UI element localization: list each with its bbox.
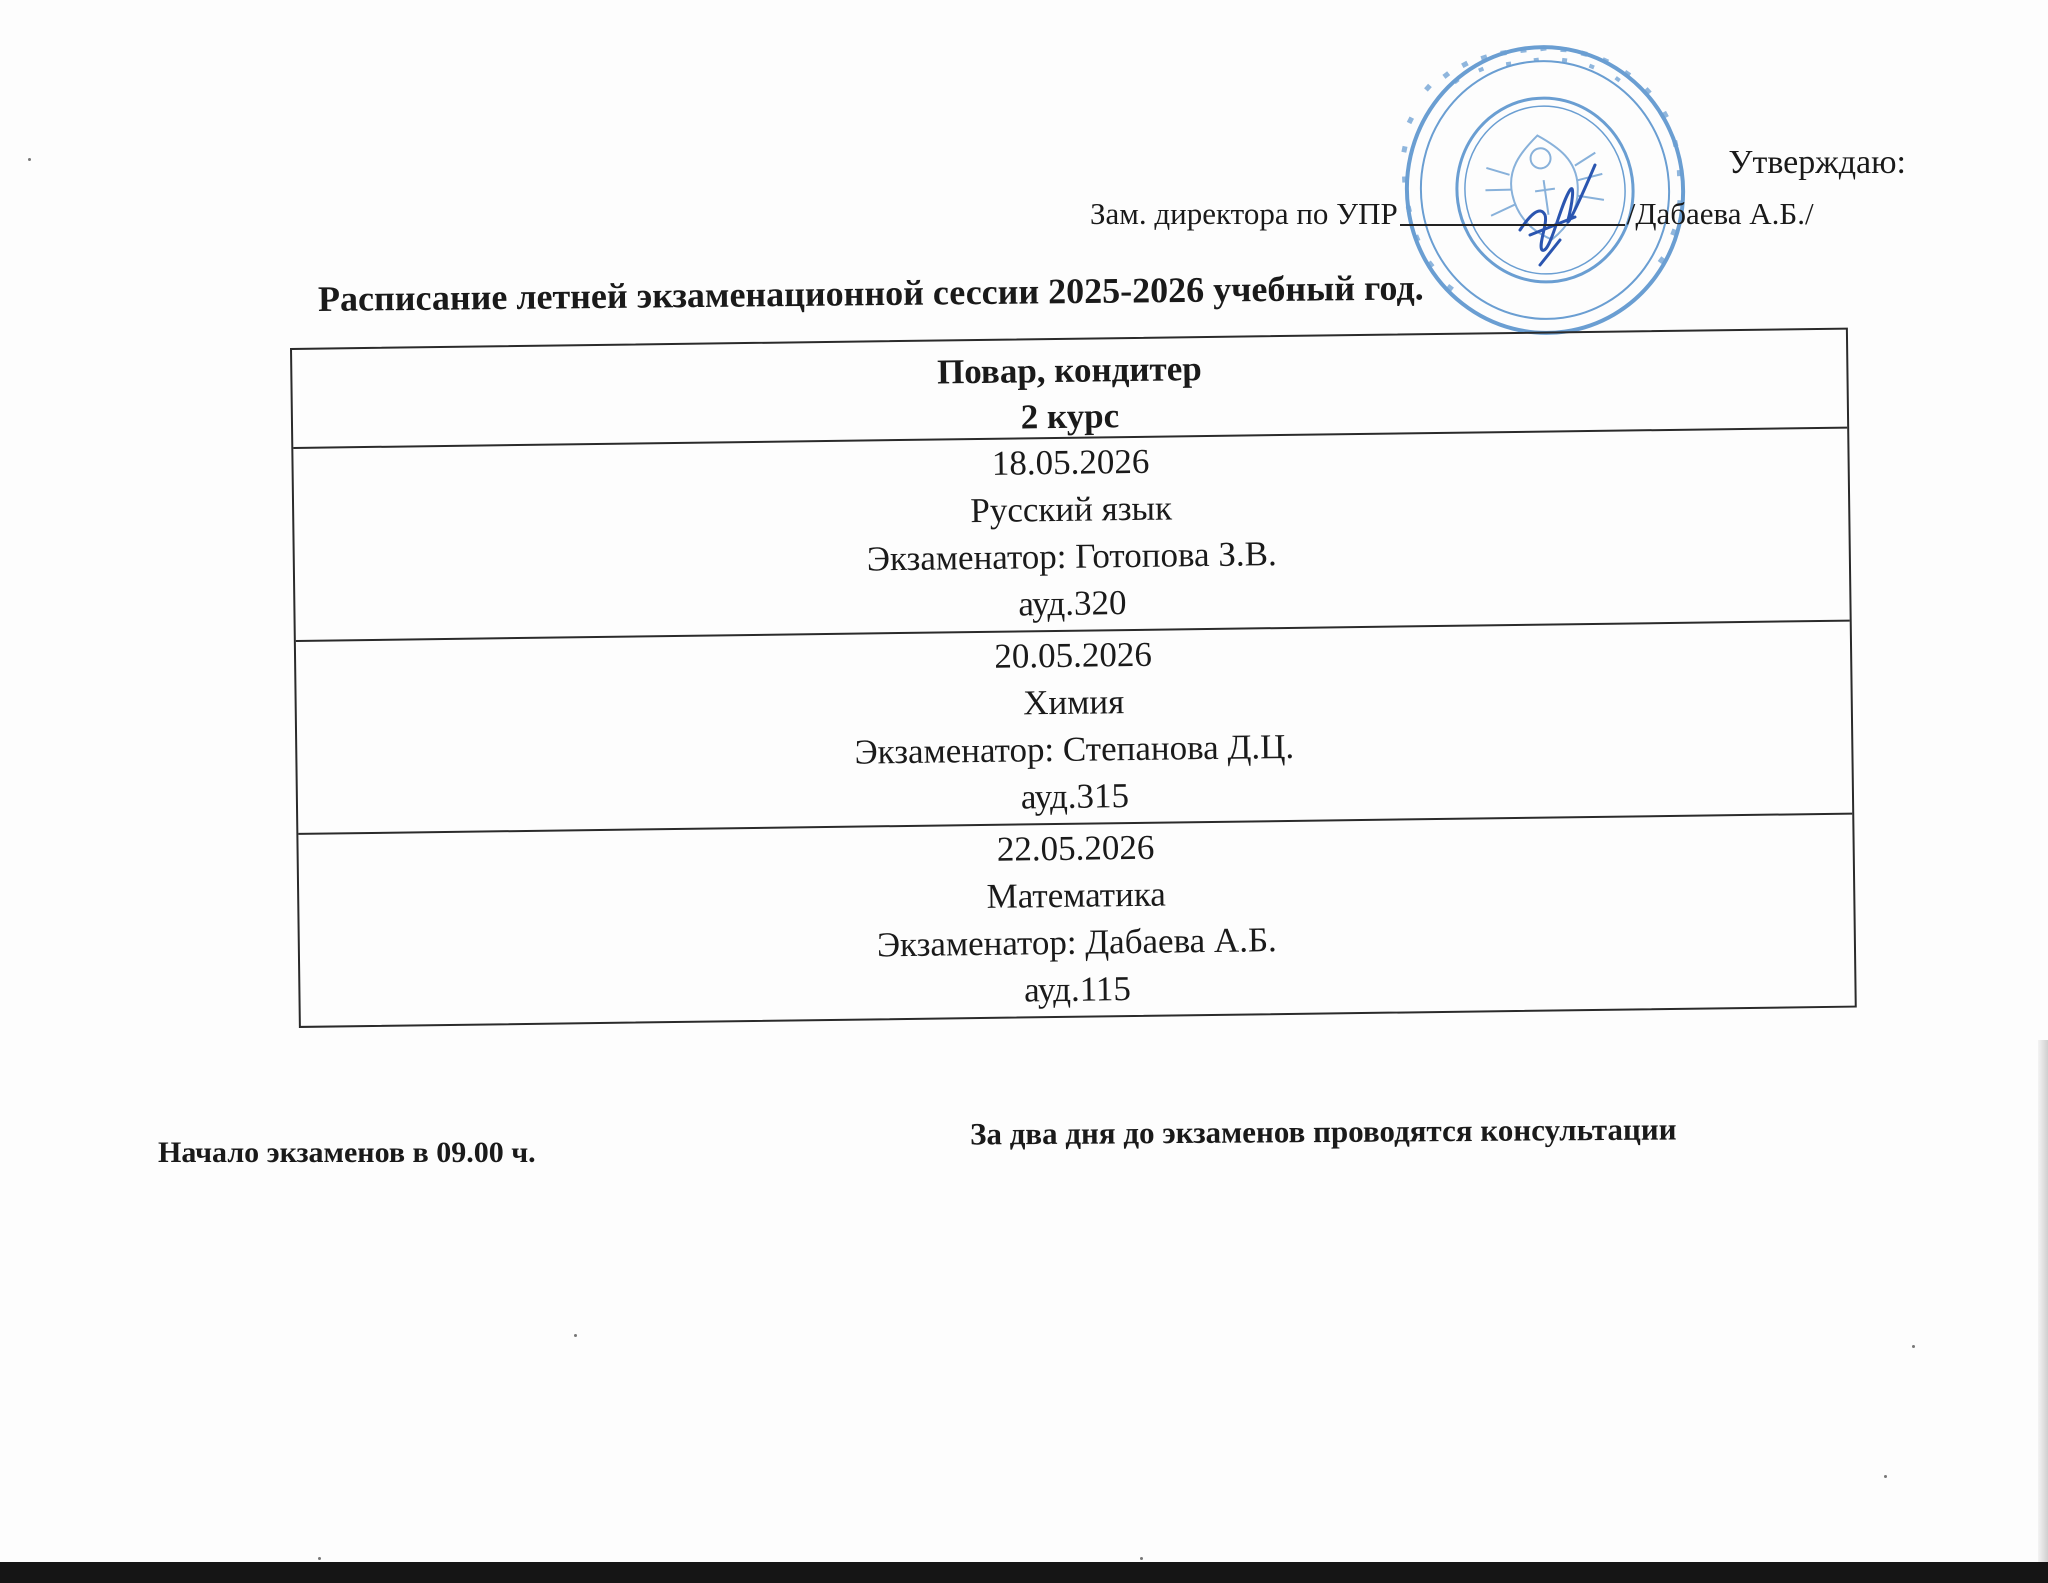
scan-speck <box>318 1557 321 1560</box>
schedule-table <box>290 328 1857 1028</box>
exam-room: ауд.315 <box>1020 776 1130 817</box>
exam-date: 20.05.2026 <box>994 634 1153 676</box>
scan-speck <box>28 158 31 161</box>
approval-signer: /Дабаева А.Б./ <box>1626 196 1814 231</box>
table-row <box>293 427 1849 640</box>
exam-date: 22.05.2026 <box>996 827 1155 869</box>
scan-speck <box>1884 1475 1887 1478</box>
table-row <box>296 620 1852 833</box>
scan-speck <box>1140 1557 1143 1560</box>
exam-date: 18.05.2026 <box>991 441 1150 483</box>
scan-edge-shadow <box>2038 1040 2048 1570</box>
signature-line <box>1400 223 1625 226</box>
scan-speck <box>1912 1345 1915 1348</box>
exam-subject: Математика <box>986 874 1167 916</box>
approval-label: Утверждаю: <box>1728 144 1906 181</box>
exam-subject: Русский язык <box>970 488 1173 531</box>
course-label: 2 курс <box>1020 396 1120 437</box>
document-title: Расписание летней экзаменационной сессии 2025-2026 учебный год. <box>317 267 1424 319</box>
exam-examiner: Экзаменатор: Готопова З.В. <box>866 534 1277 579</box>
exam-room: ауд.115 <box>1023 969 1132 1010</box>
consultation-note: За два дня до экзаменов проводятся консультации <box>969 1111 1677 1152</box>
schedule-table-wrapper <box>290 328 1859 1054</box>
exam-start-note: Начало экзаменов в 09.00 ч. <box>158 1136 536 1169</box>
approval-position: Зам. директора по УПР <box>1090 196 1398 231</box>
scan-bottom-edge <box>0 1562 2048 1583</box>
exam-examiner: Экзаменатор: Степанова Д.Ц. <box>854 726 1295 772</box>
exam-examiner: Экзаменатор: Дабаева А.Б. <box>876 920 1278 965</box>
approval-line <box>1090 196 1814 232</box>
exam-subject: Химия <box>1022 682 1125 723</box>
scan-speck <box>574 1334 577 1337</box>
group-name: Повар, кондитер <box>936 349 1202 392</box>
table-row <box>298 813 1854 1026</box>
exam-room: ауд.320 <box>1018 583 1127 624</box>
